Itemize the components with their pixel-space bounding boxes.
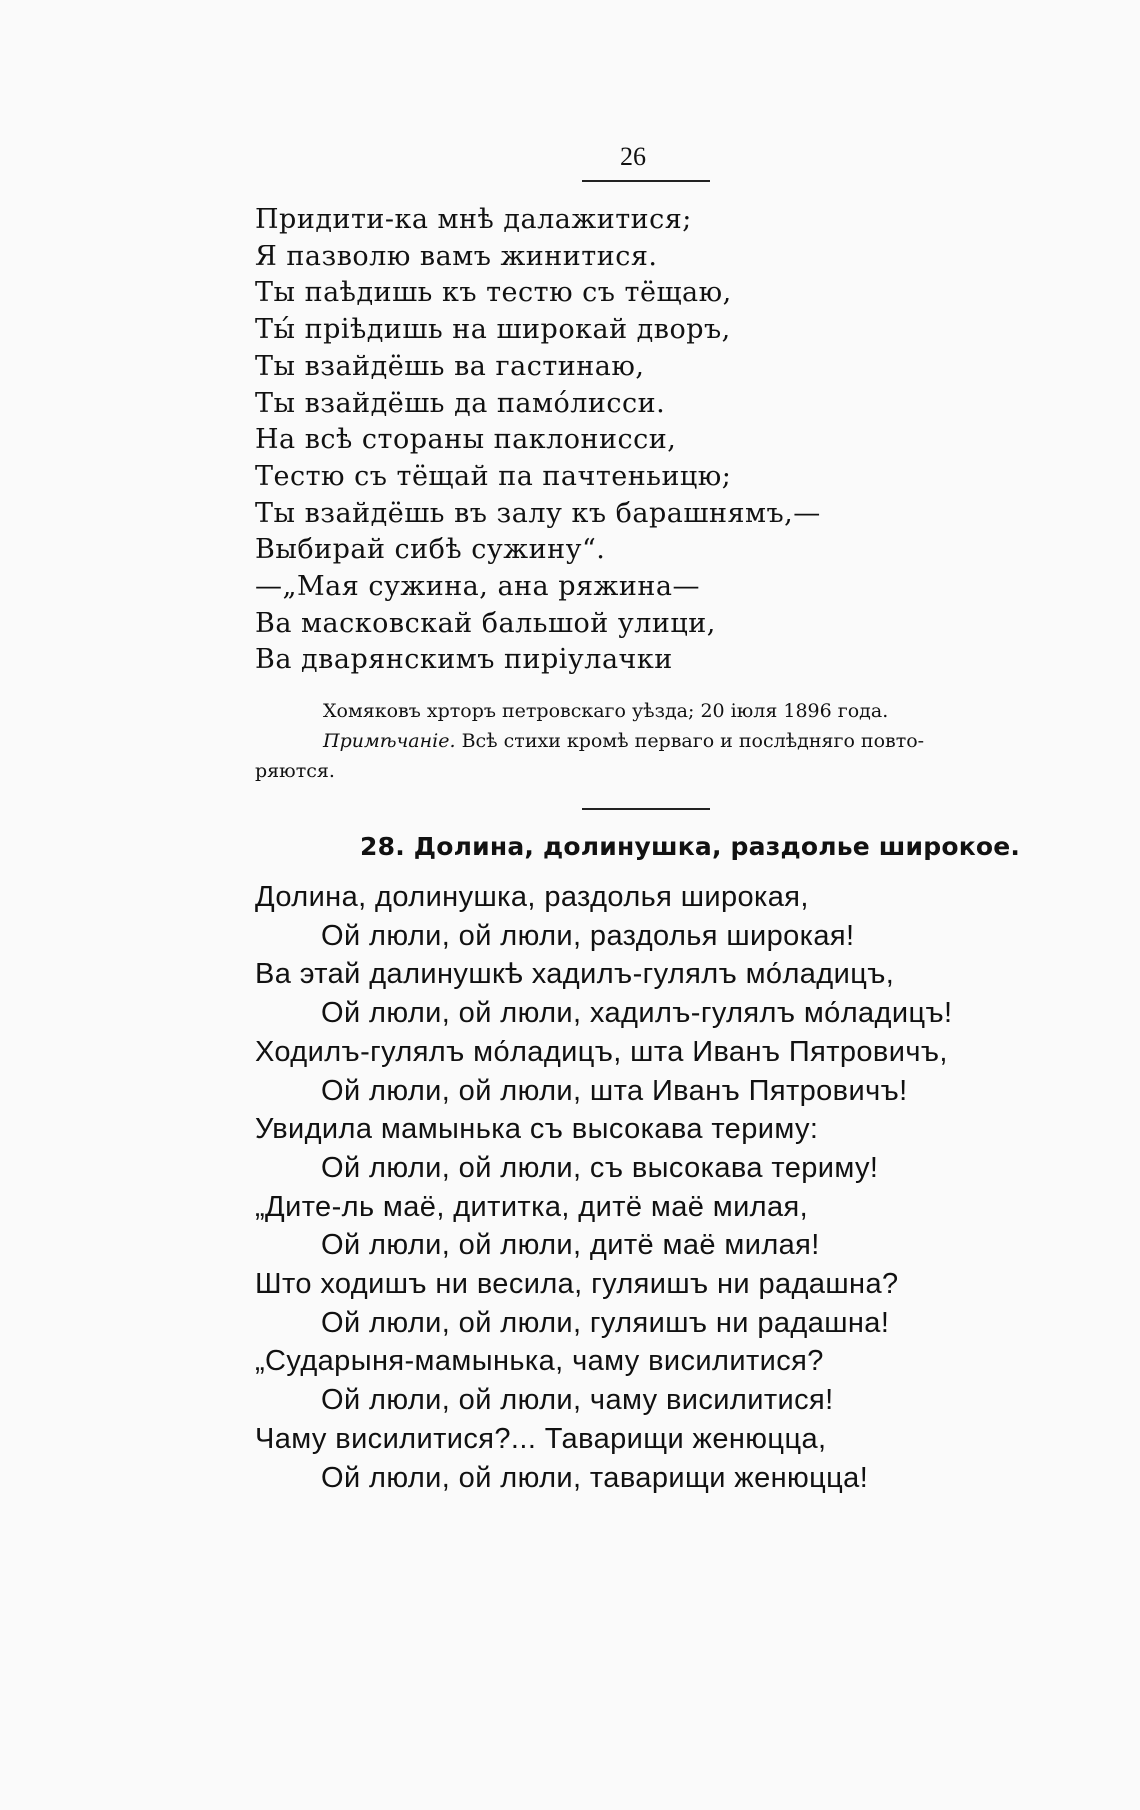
song-title: 28. Долина, долинушка, раздолье широкое. xyxy=(360,832,1021,861)
song-line: „Сударыня-мамынька, чаму висилитися? xyxy=(255,1345,824,1378)
verse-line: Придити-ка мнѣ далажитися; xyxy=(255,204,692,235)
song-refrain: Ой люли, ой люли, шта Иванъ Пятровичъ! xyxy=(321,1074,908,1107)
song-refrain: Ой люли, ой люли, чаму висилитися! xyxy=(321,1384,834,1417)
song-refrain: Ой люли, ой люли, раздолья широкая! xyxy=(321,919,855,952)
song-refrain: Ой люли, ой люли, дитё маё милая! xyxy=(321,1229,820,1262)
song-refrain: Ой люли, ой люли, гуляишъ ни радашна! xyxy=(321,1306,890,1339)
remark-continuation: ряются. xyxy=(255,760,335,782)
song-line: Ва этай далинушкѣ хадилъ-гулялъ мо́ладицъ, xyxy=(255,958,895,991)
verse-line: Тестю съ тёщай па пачтеньицю; xyxy=(255,460,732,492)
source-line: Хомяковъ хрторъ петровскаго уѣзда; 20 iюля 1896 года. xyxy=(323,700,889,722)
verse-line: Ты́ прiѣдишь на широкай дворъ, xyxy=(255,314,731,346)
song-line: Што ходишъ ни весила, гуляишъ ни радашна? xyxy=(255,1268,899,1301)
verse-line: Ва дварянскимъ пирiулачки xyxy=(255,644,673,676)
verse-line: Ты взайдёшь въ залу къ барашнямъ,— xyxy=(255,497,821,529)
page-number: 26 xyxy=(620,142,646,171)
song-refrain: Ой люли, ой люли, таварищи женюцца! xyxy=(321,1461,869,1494)
remark-text: Всѣ стихи кромѣ перваго и послѣдняго повто- xyxy=(461,730,925,752)
source-note xyxy=(255,696,1015,786)
verse-line: Ты взайдёшь ва гастинаю, xyxy=(255,350,645,382)
verse-line: Выбирай сибѣ сужину“. xyxy=(255,534,606,566)
page-number-rule xyxy=(582,180,710,182)
song-refrain: Ой люли, ой люли, хадилъ-гулялъ мо́ладицъ! xyxy=(321,997,953,1030)
song-line: Увидила мамынька съ высокава териму: xyxy=(255,1113,819,1146)
verse-line: На всѣ стораны паклонисси, xyxy=(255,424,677,456)
verse-line: Ты паѣдишь къ тестю съ тёщаю, xyxy=(255,277,732,309)
section-divider xyxy=(582,808,710,810)
song-line: Ходилъ-гулялъ мо́ладицъ, шта Иванъ Пятровичъ, xyxy=(255,1035,948,1068)
song-line: „Дите-ль маё, дититка, дитё маё милая, xyxy=(255,1190,809,1223)
verse-line: Я пазволю вамъ жинитися. xyxy=(255,240,658,272)
poem-stanza xyxy=(255,202,821,679)
verse-line: Ты взайдёшь да памо́лисси. xyxy=(255,387,666,419)
song-line: Чаму висилитися?... Таварищи женюцца, xyxy=(255,1422,827,1455)
verse-line: Ва масковскай бальшой улици, xyxy=(255,607,716,639)
remark-line xyxy=(255,726,1015,756)
song-text xyxy=(255,878,952,1497)
remark-label: Примѣчанiе. xyxy=(323,730,456,752)
song-refrain: Ой люли, ой люли, съ высокава териму! xyxy=(321,1151,879,1184)
song-line: Долина, долинушка, раздолья широкая, xyxy=(255,881,809,913)
verse-line: —„Мая сужина, ана ряжина— xyxy=(255,571,700,603)
